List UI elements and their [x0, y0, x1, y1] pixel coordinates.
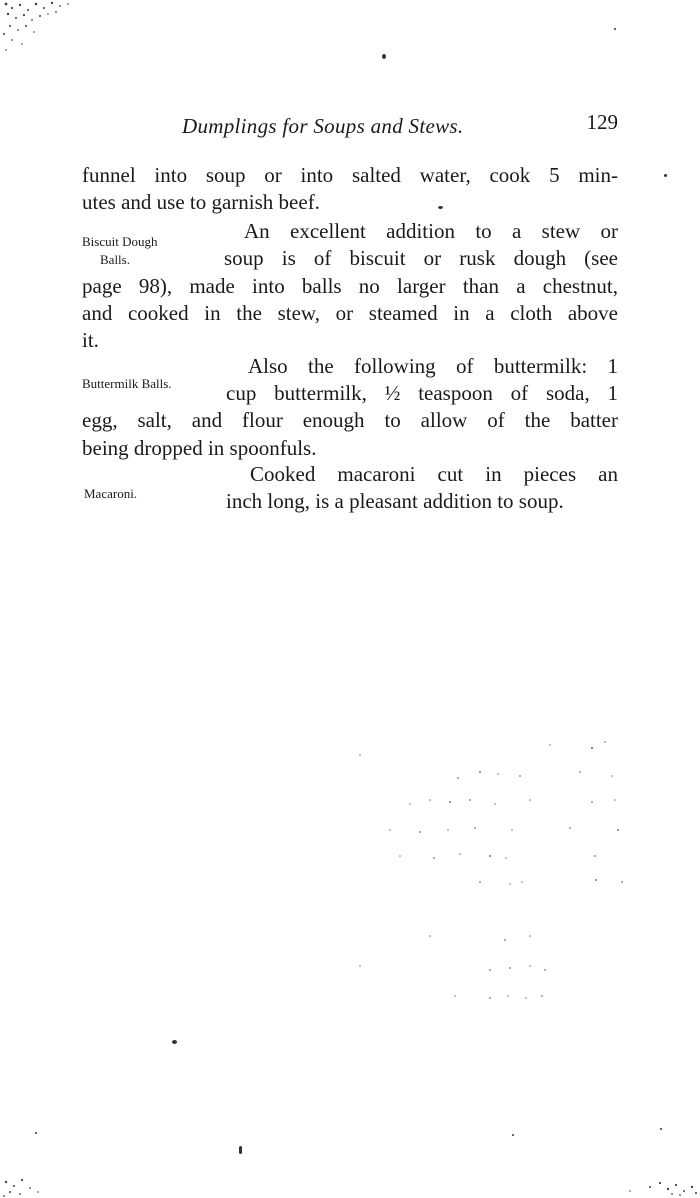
- speck: [660, 1128, 662, 1130]
- text-line: An excellent addition to a stew or: [244, 219, 618, 243]
- bleed-through-marks: [330, 730, 640, 1010]
- running-head: [80, 110, 620, 144]
- margin-note-buttermilk-balls: Buttermilk Balls.: [82, 376, 172, 391]
- text-line: being dropped in spoonfuls.: [82, 436, 317, 460]
- speck: [438, 206, 443, 209]
- speck: [172, 1040, 177, 1044]
- speck: [382, 54, 386, 59]
- speck: [664, 174, 667, 177]
- text-line: egg, salt, and flour enough to allow of the batter: [82, 408, 618, 432]
- scan-noise-bottom-left: [0, 1168, 60, 1198]
- margin-note-biscuit-dough: Biscuit Dough: [82, 234, 158, 249]
- margin-note-balls: Balls.: [100, 252, 130, 267]
- text-line: Also the following of buttermilk: 1: [248, 354, 618, 378]
- text-line: page 98), made into balls no larger than a chestnut,: [82, 274, 618, 298]
- text-line: and cooked in the stew, or steamed in a cloth above: [82, 301, 618, 325]
- page-number: 129: [586, 110, 618, 134]
- running-title: Dumplings for Soups and Stews.: [182, 114, 464, 138]
- text-line: funnel into soup or into salted water, cook 5 min-: [82, 163, 618, 187]
- text-line: Cooked macaroni cut in pieces an: [250, 462, 618, 486]
- text-line: soup is of biscuit or rusk dough (see: [224, 246, 618, 270]
- scan-noise-bottom-right: [620, 1175, 700, 1198]
- text-line: it.: [82, 328, 99, 352]
- speck: [239, 1146, 242, 1154]
- text-line: utes and use to garnish beef.: [82, 190, 320, 214]
- text-line: cup buttermilk, ½ teaspoon of soda, 1: [226, 381, 618, 405]
- speck: [512, 1134, 514, 1136]
- margin-note-macaroni: Macaroni.: [84, 486, 138, 501]
- text-line: inch long, is a pleasant addition to soup.: [226, 489, 564, 513]
- speck: [35, 1132, 37, 1134]
- scan-noise-top-left: [0, 0, 80, 60]
- speck: [614, 28, 616, 30]
